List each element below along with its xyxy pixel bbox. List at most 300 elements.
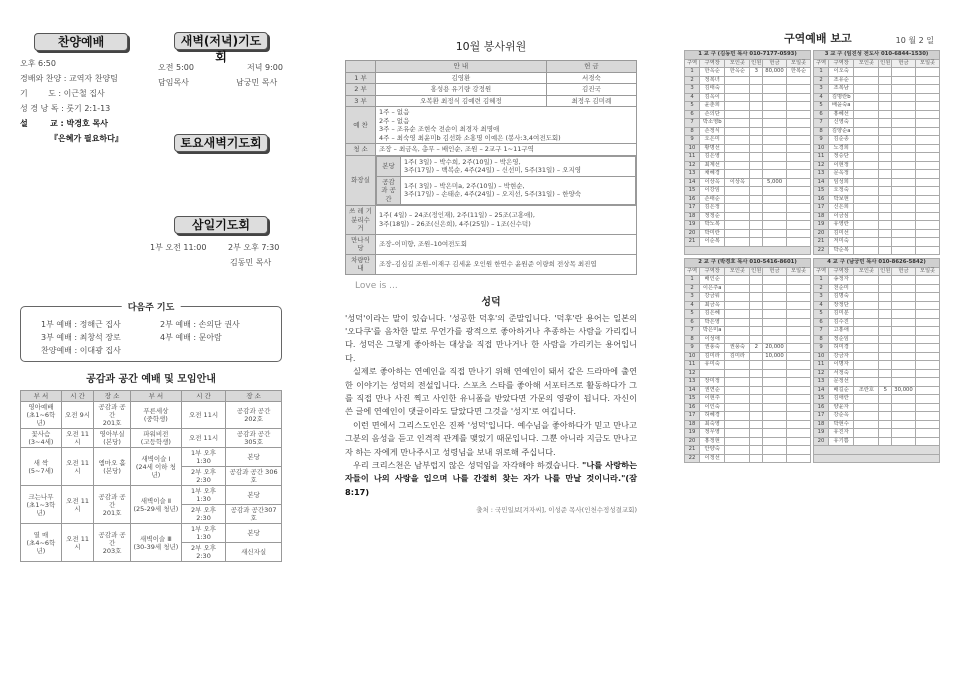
table-cell: 한복순 xyxy=(787,68,811,77)
table-cell xyxy=(750,119,763,128)
table-cell xyxy=(879,221,892,230)
table-cell xyxy=(750,110,763,119)
table-cell xyxy=(892,127,916,136)
table-cell: 박노복 xyxy=(700,221,725,230)
table-row xyxy=(685,195,811,204)
table-cell xyxy=(916,361,940,370)
table-row xyxy=(685,85,811,94)
table-cell xyxy=(879,68,892,77)
wednesday-first: 1부 오전 11:00 xyxy=(150,243,207,252)
next-prayer-item: 2부 예배 : 손의단 권사 xyxy=(160,320,240,329)
table-cell xyxy=(787,221,811,230)
table-cell: 1부 오후 1:30 xyxy=(181,524,225,543)
table-cell xyxy=(879,420,892,429)
table-cell: 오전 11시 xyxy=(61,448,93,486)
table-cell xyxy=(879,301,892,310)
row-number: 6 xyxy=(814,318,829,327)
column-header: 모인곳 xyxy=(725,267,750,276)
article-quote: "나를 사랑하는 자들이 나의 사랑을 입으며 나를 간절히 찾는 자가 나를 만날 것이니라."(잠 8:17) xyxy=(345,459,637,497)
table-cell xyxy=(763,144,787,153)
table-cell xyxy=(725,238,750,247)
table-cell: 황명선 xyxy=(700,144,725,153)
table-row xyxy=(814,161,940,170)
table-cell xyxy=(750,153,763,162)
table-cell: 서정숙 xyxy=(829,369,854,378)
table-cell: 유영란 xyxy=(829,221,854,230)
next-prayer-item: 3부 예배 : 최창석 장로 xyxy=(41,333,121,342)
table-row xyxy=(685,335,811,344)
row-label: 화장실 xyxy=(346,155,376,206)
empty-cell xyxy=(685,246,811,255)
table-cell xyxy=(892,153,916,162)
column-header: 모인곳 xyxy=(854,267,879,276)
table-cell xyxy=(854,161,879,170)
column-header: 시 간 xyxy=(61,391,93,402)
table-cell: 정순임 xyxy=(829,335,854,344)
table-cell xyxy=(787,153,811,162)
table-row xyxy=(814,246,940,255)
row-number: 18 xyxy=(685,420,700,429)
table-cell xyxy=(879,284,892,293)
table-cell: 권풍숙 xyxy=(700,344,725,353)
table-cell: 양윤자 xyxy=(829,403,854,412)
table-cell xyxy=(892,284,916,293)
table-cell: 배인순 xyxy=(700,276,725,285)
praise-line: 경배와 찬양 : 교역자 찬양팀 xyxy=(20,74,118,83)
table-cell: 권연순 xyxy=(700,386,725,395)
column-header: 인원 xyxy=(751,267,762,274)
column-header-row xyxy=(685,267,811,276)
right-column xyxy=(684,30,940,463)
row-number: 18 xyxy=(814,212,829,221)
table-cell xyxy=(787,369,811,378)
table-row xyxy=(685,446,811,455)
table-cell: 저미숙 xyxy=(829,238,854,247)
row-number: 4 xyxy=(814,93,829,102)
table-cell xyxy=(854,144,879,153)
table-cell xyxy=(750,420,763,429)
table-cell: 허미경 xyxy=(829,344,854,353)
table-row xyxy=(21,429,282,448)
row-number: 15 xyxy=(685,395,700,404)
table-cell xyxy=(787,229,811,238)
table-cell xyxy=(750,76,763,85)
table-row xyxy=(685,170,811,179)
wednesday-prayer-title: 삼일기도회 xyxy=(174,216,268,234)
table-cell xyxy=(763,327,787,336)
row-label: 예 찬 xyxy=(346,107,376,144)
praise-time: 오후 6:50 xyxy=(20,59,56,68)
column-header: 부 서 xyxy=(21,391,62,402)
table-cell: 손태순 xyxy=(700,195,725,204)
table-row xyxy=(346,95,637,107)
table-row xyxy=(346,144,637,156)
table-cell xyxy=(763,136,787,145)
table-cell xyxy=(854,420,879,429)
empty-cell xyxy=(814,446,940,455)
table-row xyxy=(685,361,811,370)
table-row xyxy=(814,318,940,327)
table-row xyxy=(685,110,811,119)
table-cell xyxy=(725,229,750,238)
table-cell xyxy=(854,318,879,327)
table-cell xyxy=(787,93,811,102)
table-cell: 허혜경 xyxy=(700,412,725,421)
table-cell xyxy=(750,301,763,310)
table-cell xyxy=(750,327,763,336)
table-cell: 이명자 xyxy=(829,361,854,370)
column-header: 부 서 xyxy=(130,391,181,402)
table-cell xyxy=(376,144,637,156)
table-cell xyxy=(763,221,787,230)
table-cell xyxy=(750,195,763,204)
table-cell xyxy=(916,127,940,136)
table-row xyxy=(814,293,940,302)
column-header: 헌금 xyxy=(892,267,916,276)
table-cell xyxy=(725,446,750,455)
table-cell xyxy=(376,206,637,235)
row-number: 4 xyxy=(685,301,700,310)
table-cell xyxy=(725,301,750,310)
table-row xyxy=(814,102,940,111)
row-number: 2 xyxy=(814,284,829,293)
table-cell xyxy=(879,310,892,319)
table-cell xyxy=(763,212,787,221)
table-row xyxy=(814,238,940,247)
table-row xyxy=(814,178,940,187)
table-header-row xyxy=(346,61,637,73)
table-cell xyxy=(725,187,750,196)
table-row xyxy=(685,212,811,221)
column-header: 시 간 xyxy=(181,391,225,402)
table-cell xyxy=(916,153,940,162)
row-number: 14 xyxy=(814,386,829,395)
table-cell xyxy=(879,76,892,85)
row-number: 2 xyxy=(685,76,700,85)
table-cell: 새벽이슬 Ⅰ (24세 이하 청년) xyxy=(130,448,181,486)
table-cell xyxy=(787,420,811,429)
row-number: 9 xyxy=(814,136,829,145)
table-cell: 5,000 xyxy=(763,178,787,187)
row-number: 20 xyxy=(814,437,829,446)
district-title: 4 교 구 (남궁민 목사 010-8626-5842) xyxy=(814,259,940,268)
cell-line: 3주(18일) – 26조(신은희), 4주(25일) – 1조(신수덕) xyxy=(379,219,531,228)
table-cell xyxy=(879,212,892,221)
table-cell: 본당 xyxy=(226,486,282,505)
table-cell xyxy=(725,437,750,446)
table-cell xyxy=(750,187,763,196)
table-cell xyxy=(725,310,750,319)
table-cell xyxy=(854,229,879,238)
table-cell: 김순종 xyxy=(829,136,854,145)
table-cell: 정복녀 xyxy=(700,76,725,85)
table-cell xyxy=(854,178,879,187)
table-cell xyxy=(725,403,750,412)
table-cell xyxy=(750,386,763,395)
table-cell xyxy=(725,454,750,463)
column-header: 모인곳 xyxy=(854,59,879,68)
love-is-label: Love is ... xyxy=(355,280,398,291)
table-cell xyxy=(750,204,763,213)
table-cell: 파워비전 (고등학생) xyxy=(130,429,181,448)
table-row xyxy=(346,84,637,96)
column-header: 모인곳 xyxy=(725,59,750,68)
table-cell xyxy=(879,318,892,327)
table-cell xyxy=(892,335,916,344)
table-cell xyxy=(763,301,787,310)
table-row xyxy=(685,119,811,128)
table-cell xyxy=(750,429,763,438)
table-cell xyxy=(916,429,940,438)
table-cell xyxy=(879,136,892,145)
table-cell xyxy=(725,76,750,85)
table-cell: 오정숙 xyxy=(829,187,854,196)
table-cell xyxy=(763,395,787,404)
table-cell xyxy=(879,144,892,153)
cell-line: 1주( 3일) – 박수희, 2주(10일) – 박은영, xyxy=(404,157,521,166)
table-cell xyxy=(879,335,892,344)
report-date: 10 월 2 일 xyxy=(895,36,934,45)
row-number: 16 xyxy=(685,195,700,204)
table-row xyxy=(346,72,637,84)
table-cell xyxy=(725,144,750,153)
table-cell xyxy=(854,85,879,94)
column-header: 모일곳 xyxy=(787,59,811,68)
table-cell xyxy=(916,276,940,285)
table-cell xyxy=(787,412,811,421)
cell-line: 조장 – 최금옥, 총무 – 배인순, 조원 – 2교구 1~11구역 xyxy=(379,145,534,153)
table-row xyxy=(685,93,811,102)
row-number: 11 xyxy=(685,153,700,162)
saturday-prayer-title: 토요새벽기도회 xyxy=(174,134,268,152)
table-cell xyxy=(763,187,787,196)
next-prayer-box xyxy=(20,303,282,362)
table-cell xyxy=(750,403,763,412)
table-cell xyxy=(750,352,763,361)
table-cell xyxy=(854,153,879,162)
table-cell xyxy=(763,170,787,179)
article-paragraph: '성덕'이라는 말이 있습니다. '성공한 덕후'의 준말입니다. '덕후'란 용어는 일본의 '오다쿠'를 음차한 말로 무언가를 광적으로 좋아하거나 추종하는 사람을 가리킵니다. 성덕은 그렇게 좋아하는 대상을 직접 만나거나 한 사람을 가리키는 용어입니다. xyxy=(345,312,637,363)
row-number: 20 xyxy=(814,229,829,238)
table-cell xyxy=(787,187,811,196)
table-cell: 최숙영 xyxy=(700,420,725,429)
table-cell xyxy=(725,204,750,213)
row-number: 7 xyxy=(814,327,829,336)
table-cell xyxy=(787,386,811,395)
table-cell xyxy=(916,221,940,230)
table-cell xyxy=(879,361,892,370)
table-cell xyxy=(750,85,763,94)
table-row xyxy=(685,102,811,111)
row-number: 1 xyxy=(685,276,700,285)
table-cell xyxy=(879,378,892,387)
table-cell xyxy=(725,195,750,204)
table-cell xyxy=(879,119,892,128)
table-row xyxy=(814,110,940,119)
table-cell xyxy=(750,238,763,247)
table-cell xyxy=(750,178,763,187)
row-number: 8 xyxy=(814,127,829,136)
table-cell xyxy=(916,85,940,94)
row-label: 2 부 xyxy=(346,84,376,96)
table-cell xyxy=(854,378,879,387)
table-cell xyxy=(854,276,879,285)
table-cell xyxy=(787,195,811,204)
table-row xyxy=(346,155,637,206)
table-cell: 영아예배 (초1~6학년) xyxy=(21,402,62,429)
table-cell xyxy=(879,161,892,170)
table-cell xyxy=(892,310,916,319)
table-cell: 김은영 xyxy=(700,153,725,162)
table-cell: 2부 오후 2:30 xyxy=(181,543,225,562)
table-cell xyxy=(854,352,879,361)
table-cell xyxy=(787,446,811,455)
table-cell: 김명숙 xyxy=(829,293,854,302)
table-cell xyxy=(787,352,811,361)
table-cell xyxy=(892,187,916,196)
table-cell xyxy=(892,136,916,145)
table-row xyxy=(814,420,940,429)
table-cell xyxy=(854,284,879,293)
gonggam-schedule-table xyxy=(20,390,282,562)
table-cell xyxy=(892,93,916,102)
table-cell xyxy=(854,361,879,370)
table-row xyxy=(814,429,940,438)
cell-line: 1주 – 없음 xyxy=(379,108,410,116)
cell-line: 3주(17일) – 손태순, 4주(24일) – 오지선, 5주(31일) – 한양숙 xyxy=(404,190,582,199)
table-cell xyxy=(787,110,811,119)
column-header-row xyxy=(814,267,940,276)
table-cell: 정무영 xyxy=(700,429,725,438)
table-row xyxy=(814,437,940,446)
table-cell xyxy=(854,301,879,310)
table-cell: 조유순 xyxy=(829,76,854,85)
table-row xyxy=(814,68,940,77)
table-row xyxy=(377,156,636,176)
table-cell: 꽃사슴 (3~4세) xyxy=(21,429,62,448)
table-cell xyxy=(725,420,750,429)
table-row xyxy=(377,176,636,205)
table-cell xyxy=(854,327,879,336)
district-title-row xyxy=(685,259,811,268)
dawn-am: 오전 5:00 xyxy=(158,63,194,72)
table-cell xyxy=(854,76,879,85)
table-row xyxy=(814,276,940,285)
table-row xyxy=(814,76,940,85)
report-header xyxy=(684,30,940,48)
table-row xyxy=(814,327,940,336)
dawn-am-leader: 담임목사 xyxy=(158,78,189,87)
table-cell: 김미선 xyxy=(829,229,854,238)
table-cell: 김명란b xyxy=(829,93,854,102)
service-table xyxy=(345,60,637,275)
middle-column xyxy=(345,38,637,514)
table-cell xyxy=(750,136,763,145)
table-cell xyxy=(916,212,940,221)
table-cell xyxy=(376,155,637,206)
table-cell xyxy=(787,301,811,310)
table-cell xyxy=(892,429,916,438)
article-source: 출처 : 국민일보[겨자씨], 이성준 목사(인천수정성결교회) xyxy=(476,506,637,515)
table-cell: 정정순 xyxy=(700,212,725,221)
table-cell xyxy=(916,386,940,395)
table-cell xyxy=(916,437,940,446)
table-row xyxy=(685,310,811,319)
table-cell xyxy=(787,204,811,213)
table-cell xyxy=(854,127,879,136)
table-cell xyxy=(879,195,892,204)
table-cell xyxy=(725,369,750,378)
table-cell: 임성희 xyxy=(829,178,854,187)
table-row xyxy=(814,93,940,102)
table-cell xyxy=(750,361,763,370)
cell-line: 2주 – 없음 xyxy=(379,116,410,125)
table-cell: 30,000 xyxy=(892,386,916,395)
table-cell: 윤춘희 xyxy=(700,102,725,111)
table-row xyxy=(21,524,282,543)
table-cell: 홍성용 유기량 강정원 xyxy=(376,84,547,96)
column-header: 구역장 xyxy=(700,267,725,276)
table-row xyxy=(685,395,811,404)
table-cell: 서경숙 xyxy=(546,72,636,84)
table-cell: 안양숙 xyxy=(700,446,725,455)
table-cell xyxy=(854,335,879,344)
table-cell: 새벽이슬 Ⅲ (30-39세 청년) xyxy=(130,524,181,562)
table-cell: 2 xyxy=(750,344,763,353)
table-row xyxy=(814,204,940,213)
table-cell xyxy=(763,412,787,421)
table-cell xyxy=(763,102,787,111)
table-cell xyxy=(879,229,892,238)
table-row xyxy=(685,284,811,293)
row-number: 5 xyxy=(685,102,700,111)
table-cell xyxy=(916,76,940,85)
table-cell xyxy=(892,276,916,285)
table-cell xyxy=(725,85,750,94)
table-cell xyxy=(763,335,787,344)
column-header: 구역 xyxy=(685,267,700,276)
column-header: 구역장 xyxy=(700,59,725,68)
row-number: 6 xyxy=(685,110,700,119)
column-header: 헌금 xyxy=(763,267,787,276)
table-cell xyxy=(879,276,892,285)
table-row xyxy=(685,153,811,162)
table-cell: 80,000 xyxy=(763,68,787,77)
row-number: 9 xyxy=(814,344,829,353)
table-cell xyxy=(725,153,750,162)
table-cell xyxy=(854,119,879,128)
row-number: 11 xyxy=(685,361,700,370)
table-row xyxy=(685,352,811,361)
table-cell xyxy=(879,85,892,94)
row-label: 본당 xyxy=(377,156,401,176)
table-row xyxy=(814,361,940,370)
table-cell xyxy=(787,318,811,327)
service-title: 10월 봉사위원 xyxy=(455,40,527,53)
table-cell xyxy=(892,369,916,378)
table-cell: 오전 11시 xyxy=(181,402,225,429)
table-cell xyxy=(879,429,892,438)
table-cell xyxy=(763,229,787,238)
table-cell: 새신자실 xyxy=(226,543,282,562)
table-cell xyxy=(725,378,750,387)
district-table-1 xyxy=(684,50,811,255)
table-row xyxy=(814,378,940,387)
column-header: 구역장 xyxy=(829,267,854,276)
table-cell: 이성애 xyxy=(700,335,725,344)
table-cell xyxy=(725,93,750,102)
table-cell xyxy=(916,102,940,111)
